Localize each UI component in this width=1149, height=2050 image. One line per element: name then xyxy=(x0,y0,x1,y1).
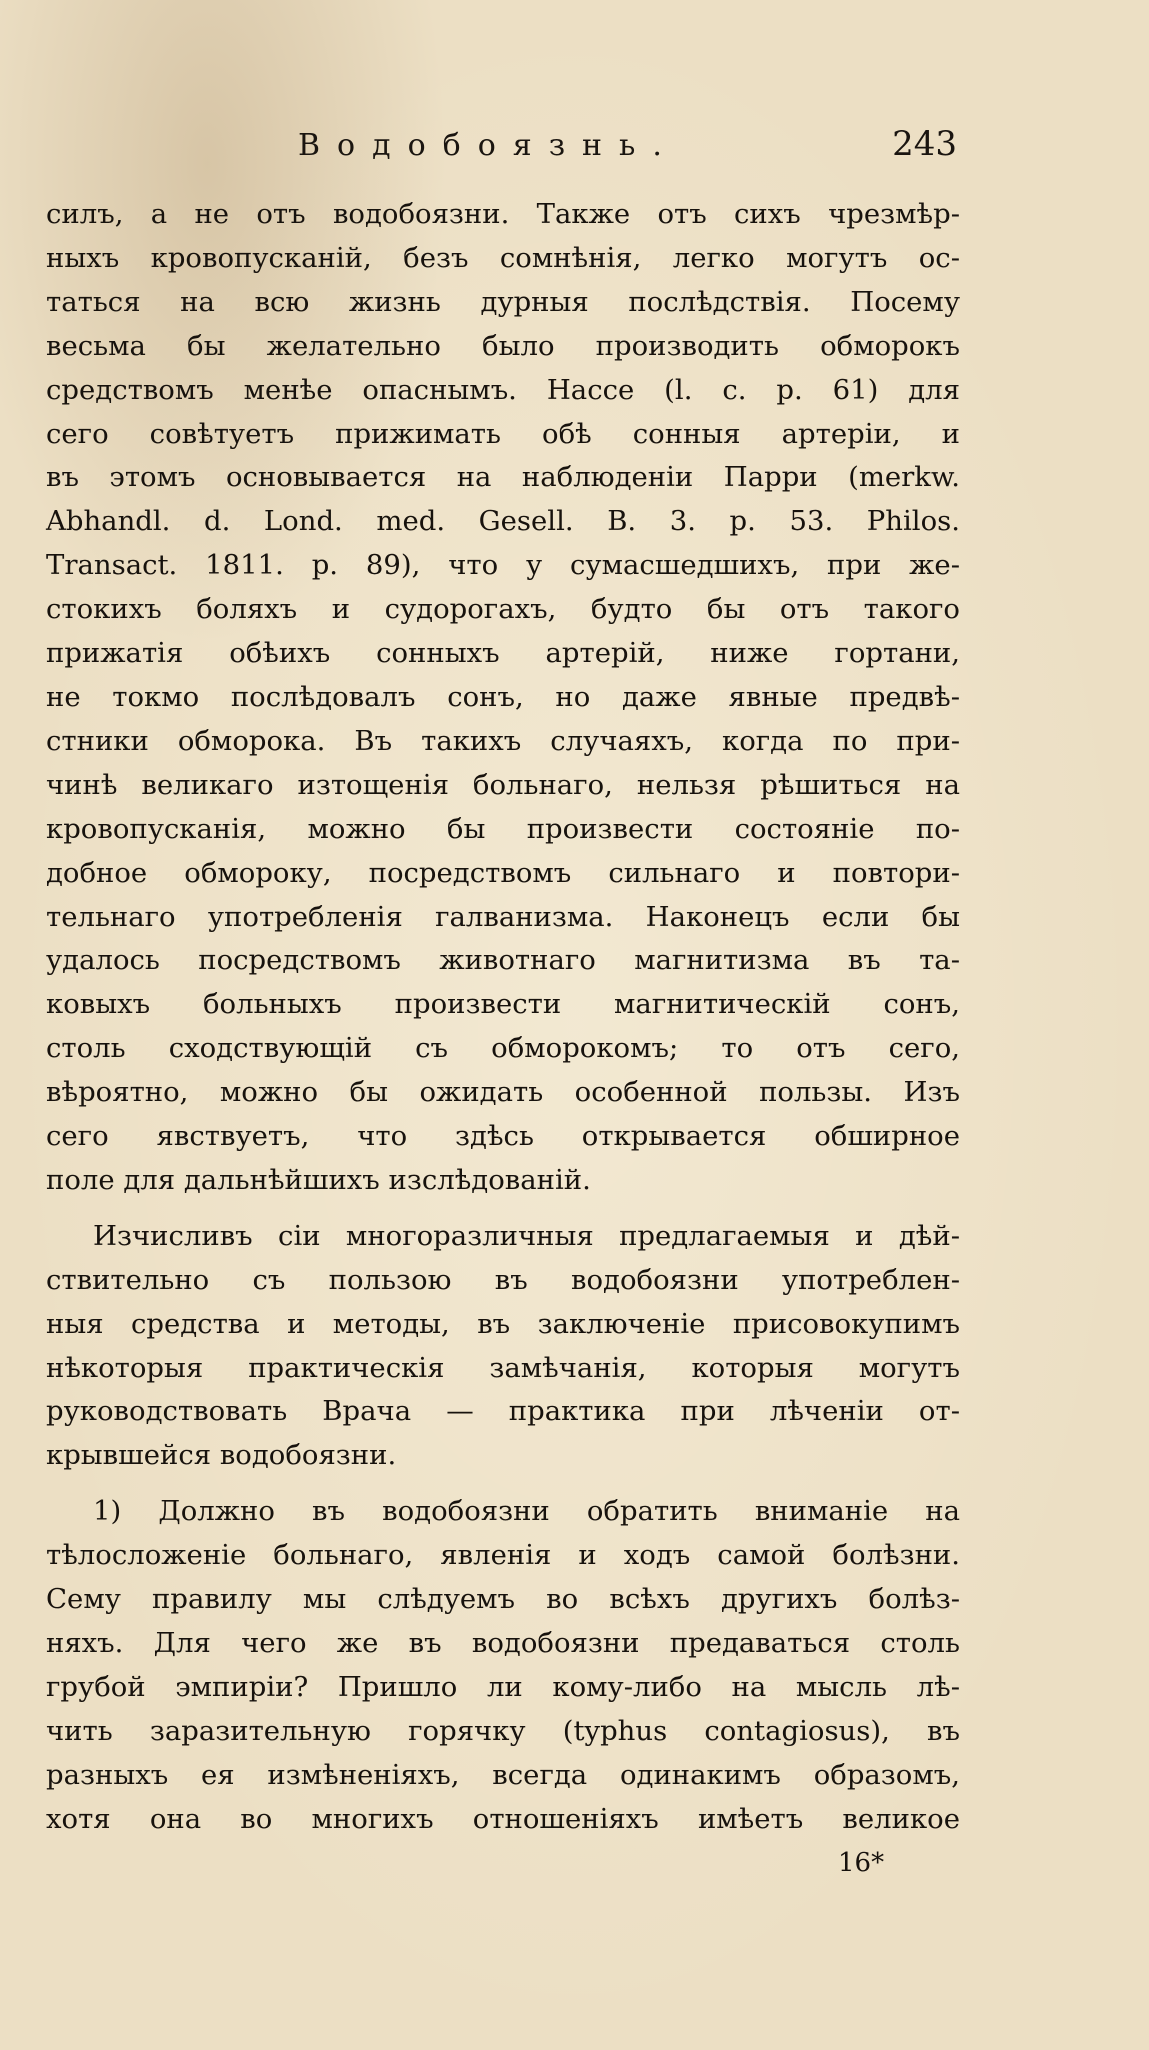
paragraph-gap xyxy=(46,1203,960,1215)
text-line: средствомъ менѣе опаснымъ. Нассе (l. c. p. 61) для xyxy=(46,373,960,406)
text-line: няхъ. Для чего же въ водобоязни предаваться столь xyxy=(46,1627,960,1659)
text-line: хотя она во многихъ отношеніяхъ имѣетъ великое xyxy=(46,1802,960,1835)
running-title: Водобоязнь. xyxy=(298,128,679,163)
text-line: кровопусканія, можно бы произвести состояніе по- xyxy=(46,812,960,845)
page-body xyxy=(46,193,960,1842)
text-line: грубой эмпиріи? Пришло ли кому-либо на мысль лѣ- xyxy=(46,1670,960,1703)
text-line: ныя средства и методы, въ заключеніе присовокупимъ xyxy=(46,1307,960,1340)
text-line: весьма бы желательно было производить обморокъ xyxy=(46,329,960,362)
text-line: руководствовать Врача — практика при лѣченіи от- xyxy=(46,1395,960,1428)
text-line: Изчисливъ сіи многоразличныя предлагаемыя и дѣй- xyxy=(93,1219,960,1252)
text-line: разныхъ ея измѣненіяхъ, всегда одинакимъ образомъ, xyxy=(46,1758,960,1791)
text-line: Transact. 1811. p. 89), что у сумасшедшихъ, при же- xyxy=(46,549,960,582)
text-line: таться на всю жизнь дурныя послѣдствія. Посему xyxy=(46,285,960,318)
paragraph-gap xyxy=(46,1478,960,1490)
text-line: нѣкоторыя практическія замѣчанія, которыя могутъ xyxy=(46,1351,960,1384)
text-line: Abhandl. d. Lond. med. Gesell. B. 3. p. 53. Philos. xyxy=(46,505,960,538)
text-line: вѣроятно, можно бы ожидать особенной пользы. Изъ xyxy=(46,1076,960,1109)
page-number: 243 xyxy=(892,124,957,164)
text-line: крывшейся водобоязни. xyxy=(46,1439,397,1472)
text-line: Сему правилу мы слѣдуемъ во всѣхъ другихъ болѣз- xyxy=(46,1583,960,1616)
text-line: 1) Должно въ водобоязни обратить вниманіе на xyxy=(93,1495,960,1528)
signature-mark: 16* xyxy=(838,1848,885,1878)
text-line: столь сходствующій съ обморокомъ; то отъ сего, xyxy=(46,1032,960,1065)
text-line: ковыхъ больныхъ произвести магнитическій сонъ, xyxy=(46,988,960,1021)
text-line: ныхъ кровопусканій, безъ сомнѣнія, легко могутъ ос- xyxy=(46,241,960,274)
text-line: въ этомъ основывается на наблюденіи Парри (merkw. xyxy=(46,461,960,494)
text-line: тѣлосложеніе больнаго, явленія и ходъ самой болѣзни. xyxy=(46,1539,960,1572)
text-line: стники обморока. Въ такихъ случаяхъ, когда по при- xyxy=(46,724,960,757)
text-line: ствительно съ пользою въ водобоязни употреблен- xyxy=(46,1263,960,1296)
paragraph-summary xyxy=(46,1215,960,1478)
text-line: не токмо послѣдовалъ сонъ, но даже явные предвѣ- xyxy=(46,680,960,713)
paragraph-rule-1 xyxy=(46,1490,960,1841)
text-line: чить заразительную горячку (typhus contagiosus), въ xyxy=(46,1714,960,1747)
text-line: добное обмороку, посредствомъ сильнаго и повтори- xyxy=(46,856,960,889)
page-header xyxy=(0,124,1149,188)
text-line: прижатія обѣихъ сонныхъ артерій, ниже гортани, xyxy=(46,637,960,670)
text-line: сего совѣтуетъ прижимать обѣ сонныя артеріи, и xyxy=(46,417,960,450)
text-line: сего явствуетъ, что здѣсь открывается обширное xyxy=(46,1120,960,1153)
text-line: удалось посредствомъ животнаго магнитизма въ та- xyxy=(46,944,960,977)
text-line: стокихъ боляхъ и судорогахъ, будто бы отъ такого xyxy=(46,593,960,626)
text-line: тельнаго употребленія галванизма. Наконецъ если бы xyxy=(46,900,960,933)
text-line: поле для дальнѣйшихъ изслѣдованій. xyxy=(46,1163,591,1196)
text-line: чинѣ великаго изтощенія больнаго, нельзя рѣшиться на xyxy=(46,768,960,801)
text-line: силъ, а не отъ водобоязни. Также отъ сихъ чрезмѣр- xyxy=(46,198,960,230)
paragraph-continuation xyxy=(46,193,960,1203)
